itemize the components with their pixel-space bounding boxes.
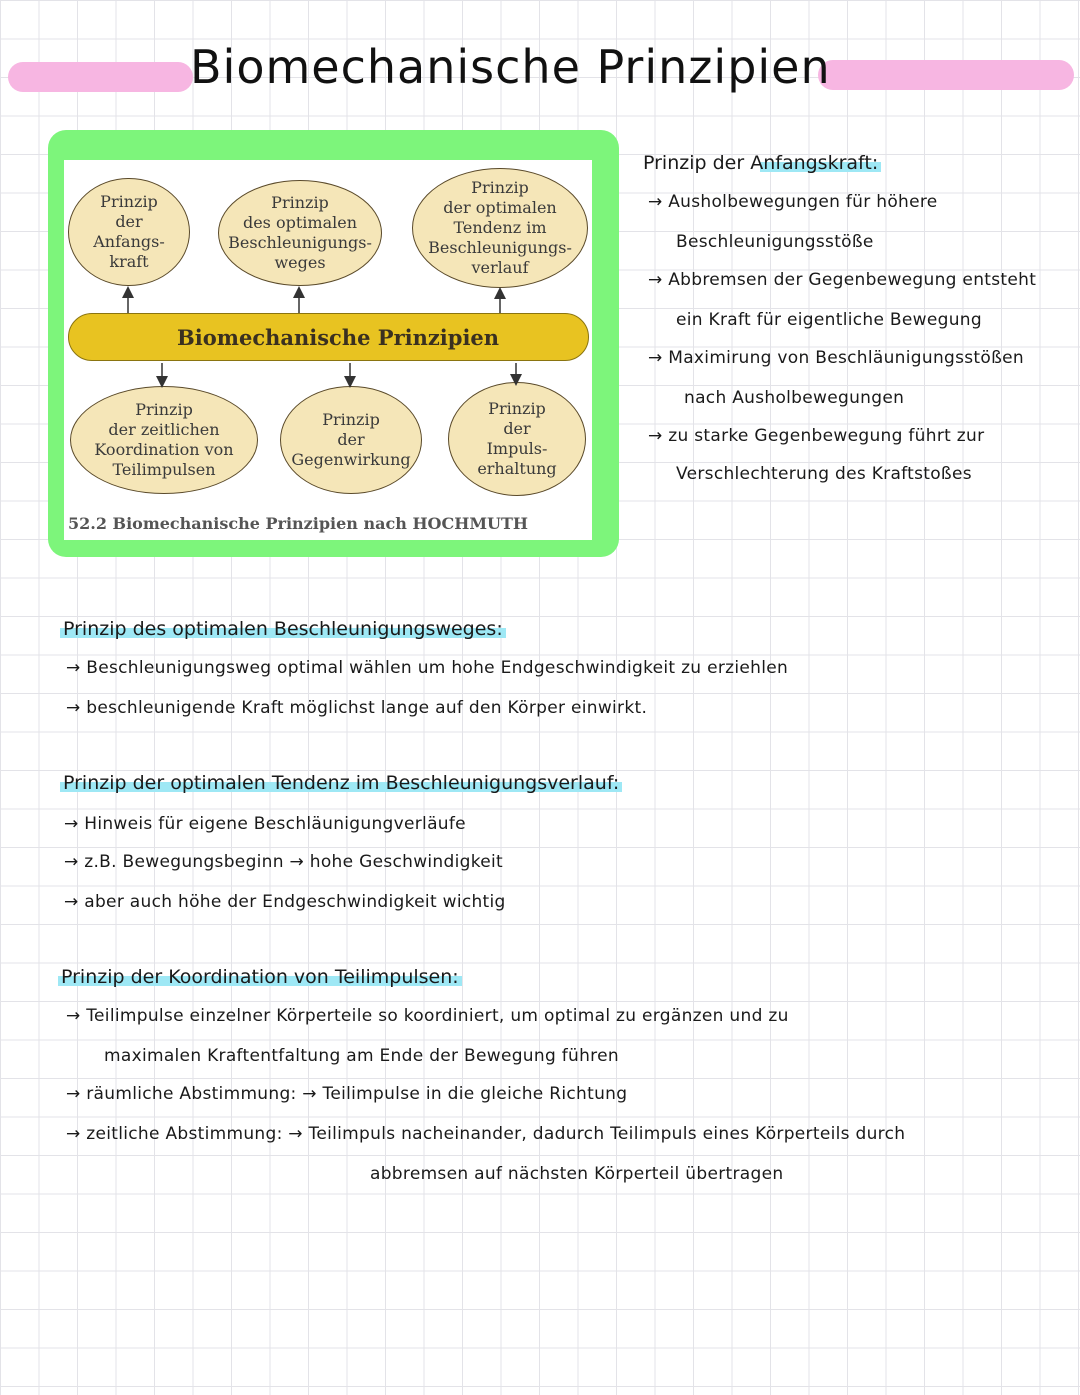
figure-box-gegenwirkung: Prinzip der Gegenwirkung [280, 386, 422, 494]
figure-box-tendenz: Prinzip der optimalen Tendenz im Beschleunigungs- verlauf [412, 168, 588, 288]
figure-caption: 52.2 Biomechanische Prinzipien nach HOCHMUTH [68, 514, 529, 533]
note-koordination-1: → Teilimpulse einzelner Körperteile so koordiniert, um optimal zu ergänzen und zu [66, 1006, 789, 1026]
title-highlight-right [818, 60, 1074, 90]
note-tendenz-1: → Hinweis für eigene Beschläunigungverläufe [64, 814, 466, 834]
figure-box-impulserhaltung: Prinzip der Impuls- erhaltung [448, 382, 586, 496]
note-anfangskraft-7: → zu starke Gegenbewegung führt zur [648, 426, 985, 446]
figure-box-anfangskraft: Prinzip der Anfangs- kraft [68, 178, 190, 286]
note-anfangskraft-2: Beschleunigungsstöße [676, 232, 874, 252]
figure-box-koordination: Prinzip der zeitlichen Koordination von Teilimpulsen [70, 386, 258, 494]
heading-anfangskraft: Prinzip der Anfangskraft: [640, 152, 881, 174]
note-tendenz-3: → aber auch höhe der Endgeschwindigkeit wichtig [64, 892, 506, 912]
figure-center-bar: Biomechanische Prinzipien [68, 313, 589, 361]
note-anfangskraft-3: → Abbremsen der Gegenbewegung entsteht [648, 270, 1037, 290]
note-koordination-4: → zeitliche Abstimmung: → Teilimpuls nacheinander, dadurch Teilimpuls eines Körperteils durch [66, 1124, 906, 1144]
note-koordination-3: → räumliche Abstimmung: → Teilimpulse in die gleiche Richtung [66, 1084, 628, 1104]
note-koordination-5: abbremsen auf nächsten Körperteil übertragen [370, 1164, 784, 1184]
note-anfangskraft-1: → Ausholbewegungen für höhere [648, 192, 938, 212]
page-title: Biomechanische Prinzipien [190, 40, 831, 94]
note-beschleunigungsweg-2: → beschleunigende Kraft möglichst lange auf den Körper einwirkt. [66, 698, 648, 718]
note-beschleunigungsweg-1: → Beschleunigungsweg optimal wählen um hohe Endgeschwindigkeit zu erziehlen [66, 658, 789, 678]
note-anfangskraft-6: nach Ausholbewegungen [684, 388, 905, 408]
note-anfangskraft-4: ein Kraft für eigentliche Bewegung [676, 310, 982, 330]
title-highlight-left [8, 62, 193, 92]
figure-box-beschleunigungsweg: Prinzip des optimalen Beschleunigungs- weges [218, 180, 382, 286]
note-anfangskraft-5: → Maximirung von Beschläunigungsstößen [648, 348, 1024, 368]
heading-koordination: Prinzip der Koordination von Teilimpulsen: [58, 966, 462, 988]
heading-tendenz: Prinzip der optimalen Tendenz im Beschleunigungsverlauf: [60, 772, 622, 794]
note-anfangskraft-8: Verschlechterung des Kraftstoßes [676, 464, 972, 484]
heading-beschleunigungsweg: Prinzip des optimalen Beschleunigungsweges: [60, 618, 506, 640]
note-koordination-2: maximalen Kraftentfaltung am Ende der Bewegung führen [104, 1046, 619, 1066]
note-tendenz-2: → z.B. Bewegungsbeginn → hohe Geschwindigkeit [64, 852, 503, 872]
